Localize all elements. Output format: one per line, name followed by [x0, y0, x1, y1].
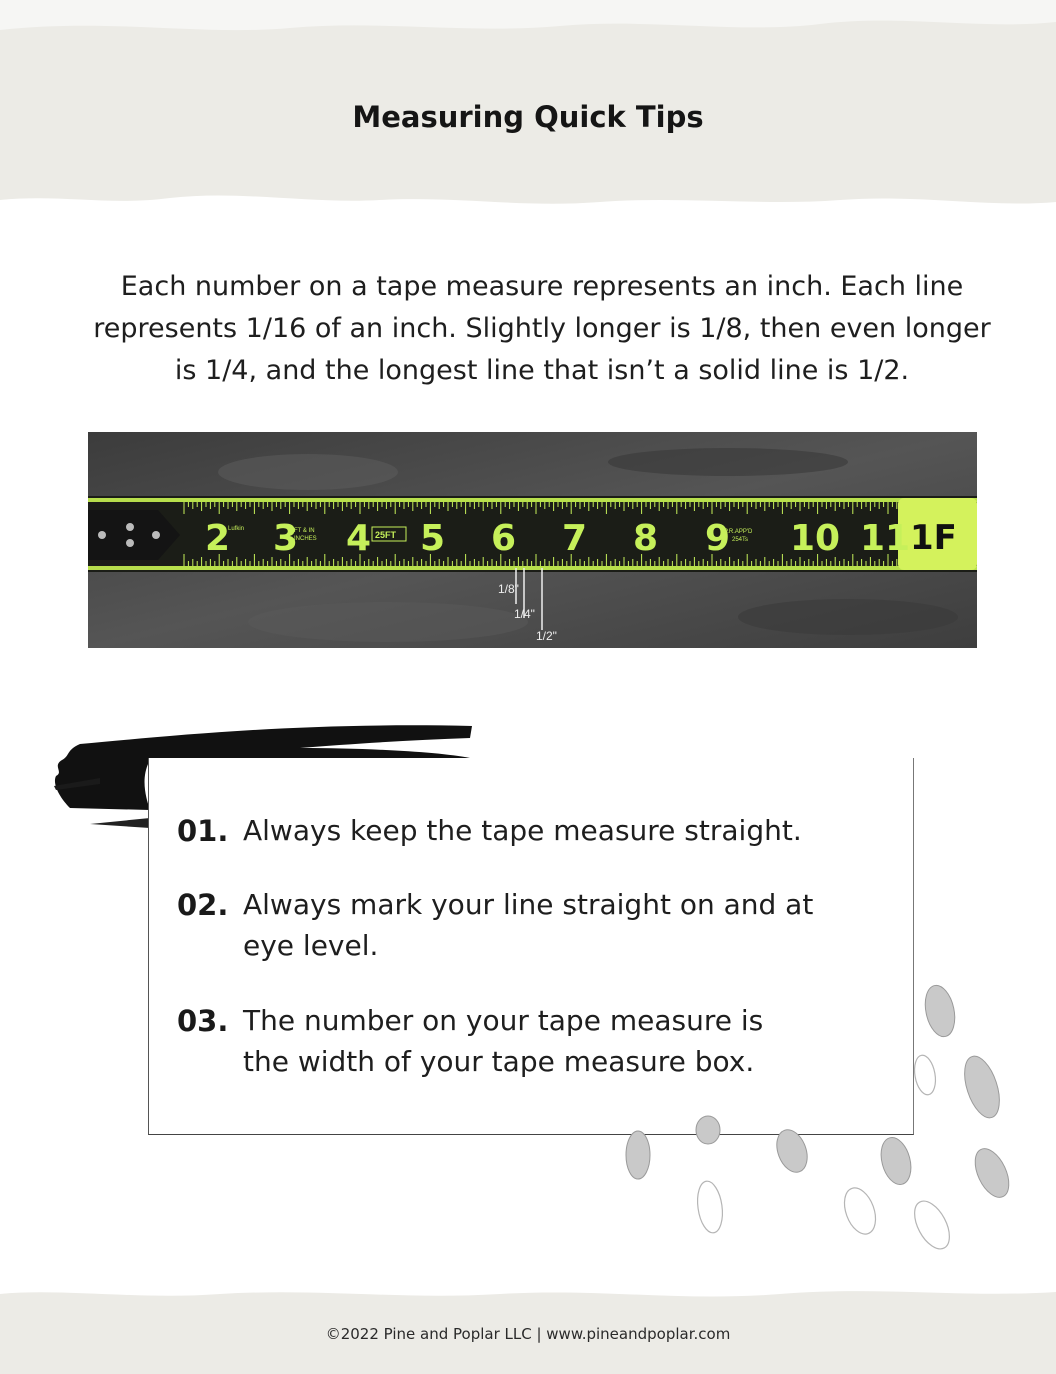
tape-measure-photo [88, 432, 977, 648]
torn-edge-footer [0, 1282, 1056, 1302]
callout-1-8: 1/8" [498, 582, 519, 596]
tip-text: Always mark your line straight on and at eye level. [243, 888, 814, 962]
patent-label: P.R.APP'D [724, 529, 753, 535]
tip-item-02 [177, 884, 837, 966]
ft-in-label: FT & IN [294, 528, 315, 534]
inches-label: INCHES [294, 536, 317, 542]
tape-inch-number: 6 [491, 518, 517, 559]
brand-label: Lufkin [228, 526, 245, 532]
tip-item-01 [177, 810, 877, 852]
page-title: Measuring Quick Tips [352, 100, 704, 134]
torn-edge-top [0, 0, 1056, 40]
tip-number: 03. [177, 1004, 229, 1038]
torn-edge-bottom [0, 192, 1056, 222]
tip-number: 01. [177, 814, 229, 848]
callout-1-4: 1/4" [514, 607, 535, 621]
tip-number: 02. [177, 888, 229, 922]
tape-inch-number: 2 [205, 518, 231, 559]
tape-inch-number: 8 [633, 518, 659, 559]
callout-1-2: 1/2" [536, 629, 557, 643]
foot-marker-label: 1F [910, 518, 957, 558]
tip-text: The number on your tape measure is the width of your tape measure box. [243, 1004, 764, 1078]
pebble-decorations [610, 975, 1050, 1265]
tape-inch-number: 5 [420, 518, 446, 559]
tape-inch-number: 9 [705, 518, 731, 559]
tip-text: Always keep the tape measure straight. [243, 814, 802, 847]
tape-inch-number: 11 [860, 518, 911, 559]
tape-inch-number: 4 [346, 518, 372, 559]
tape-inch-number: 7 [562, 518, 588, 559]
tape-inch-number: 3 [273, 518, 299, 559]
patent-number-label: 254Ts [732, 537, 749, 543]
tape-inch-number: 10 [790, 518, 841, 559]
tape-length-label: 25FT [375, 530, 397, 540]
footer-copyright: ©2022 Pine and Poplar LLC | www.pineandpoplar.com [325, 1325, 731, 1343]
intro-paragraph: Each number on a tape measure represents an inch. Each line represents 1/16 of an inch. Slightly longer is 1/8, then even longer is 1/4, and the longest line that isn’t a solid line is 1/2. [93, 271, 991, 386]
